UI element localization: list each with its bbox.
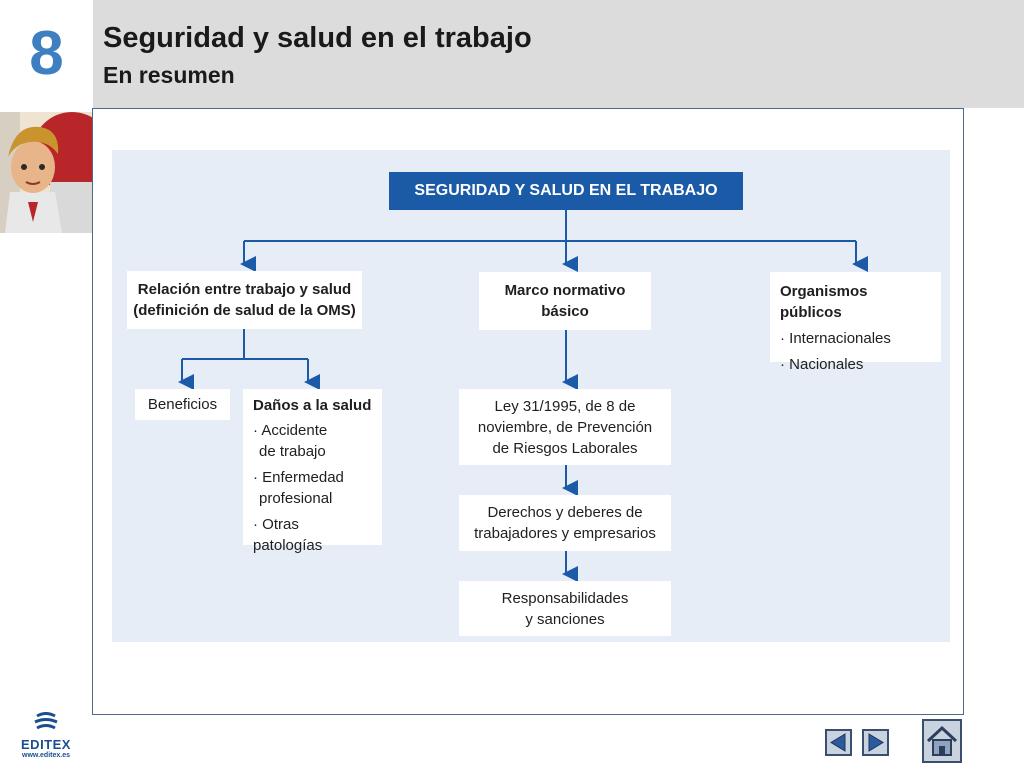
chapter-number: 8 — [29, 19, 64, 88]
editex-logo-icon — [31, 712, 61, 732]
node-organismos-item1: · Internacionales — [780, 330, 891, 347]
node-organismos-title: Organismos públicos — [780, 283, 868, 321]
editex-logo-url: www.editex.es — [22, 752, 70, 759]
page-subtitle: En resumen — [103, 62, 235, 88]
node-danos-item1-l2: de trabajo — [259, 443, 326, 460]
node-responsabilidades-line1: Responsabilidades — [501, 589, 629, 607]
node-relacion-line1: Relación entre trabajo y salud — [137, 281, 352, 298]
node-responsabilidades-line2: y sanciones — [525, 610, 605, 628]
node-derechos-line2: trabajadores y empresarios — [474, 525, 656, 542]
node-organismos-item2: · Nacionales — [780, 356, 864, 373]
node-ley-line2: noviembre, de Prevención — [477, 418, 653, 436]
next-button[interactable] — [862, 729, 889, 756]
node-danos-item2-l2: profesional — [259, 490, 333, 507]
node-ley-31-1995 — [459, 389, 671, 465]
node-marco-line2: básico — [541, 303, 589, 320]
node-marco-line1: Marco normativo — [504, 282, 626, 299]
home-button[interactable] — [922, 719, 962, 763]
node-ley-line3: de Riesgos Laborales — [492, 439, 638, 457]
next-arrow-icon — [864, 731, 887, 754]
node-relacion-line2: (definición de salud de la OMS) — [133, 302, 356, 319]
node-danos-salud — [243, 389, 382, 554]
prev-button[interactable] — [825, 729, 852, 756]
prev-arrow-icon — [827, 731, 850, 754]
home-icon — [924, 721, 960, 761]
editex-logo-text: EDITEX — [21, 737, 71, 752]
node-marco-normativo — [479, 272, 651, 330]
node-organismos-publicos — [770, 272, 941, 373]
node-danos-item3: · Otras patologías — [253, 516, 323, 554]
root-node: SEGURIDAD Y SALUD EN EL TRABAJO — [389, 172, 743, 210]
node-beneficios — [135, 389, 230, 420]
node-danos-item1-l1: · Accidente — [253, 422, 328, 439]
node-relacion-trabajo-salud — [127, 271, 362, 329]
node-responsabilidades — [459, 581, 671, 636]
node-derechos-deberes — [459, 495, 671, 551]
node-ley-line1: Ley 31/1995, de 8 de — [494, 397, 636, 415]
editex-logo — [18, 712, 74, 760]
page-title: Seguridad y salud en el trabajo — [103, 22, 532, 54]
node-derechos-line1: Derechos y deberes de — [487, 504, 643, 521]
chapter-box — [0, 0, 93, 108]
node-beneficios-label: Beneficios — [147, 396, 218, 413]
node-danos-item2-l1: · Enfermedad — [253, 469, 344, 486]
node-danos-title: Daños a la salud — [253, 397, 372, 414]
side-illustration — [0, 112, 93, 233]
